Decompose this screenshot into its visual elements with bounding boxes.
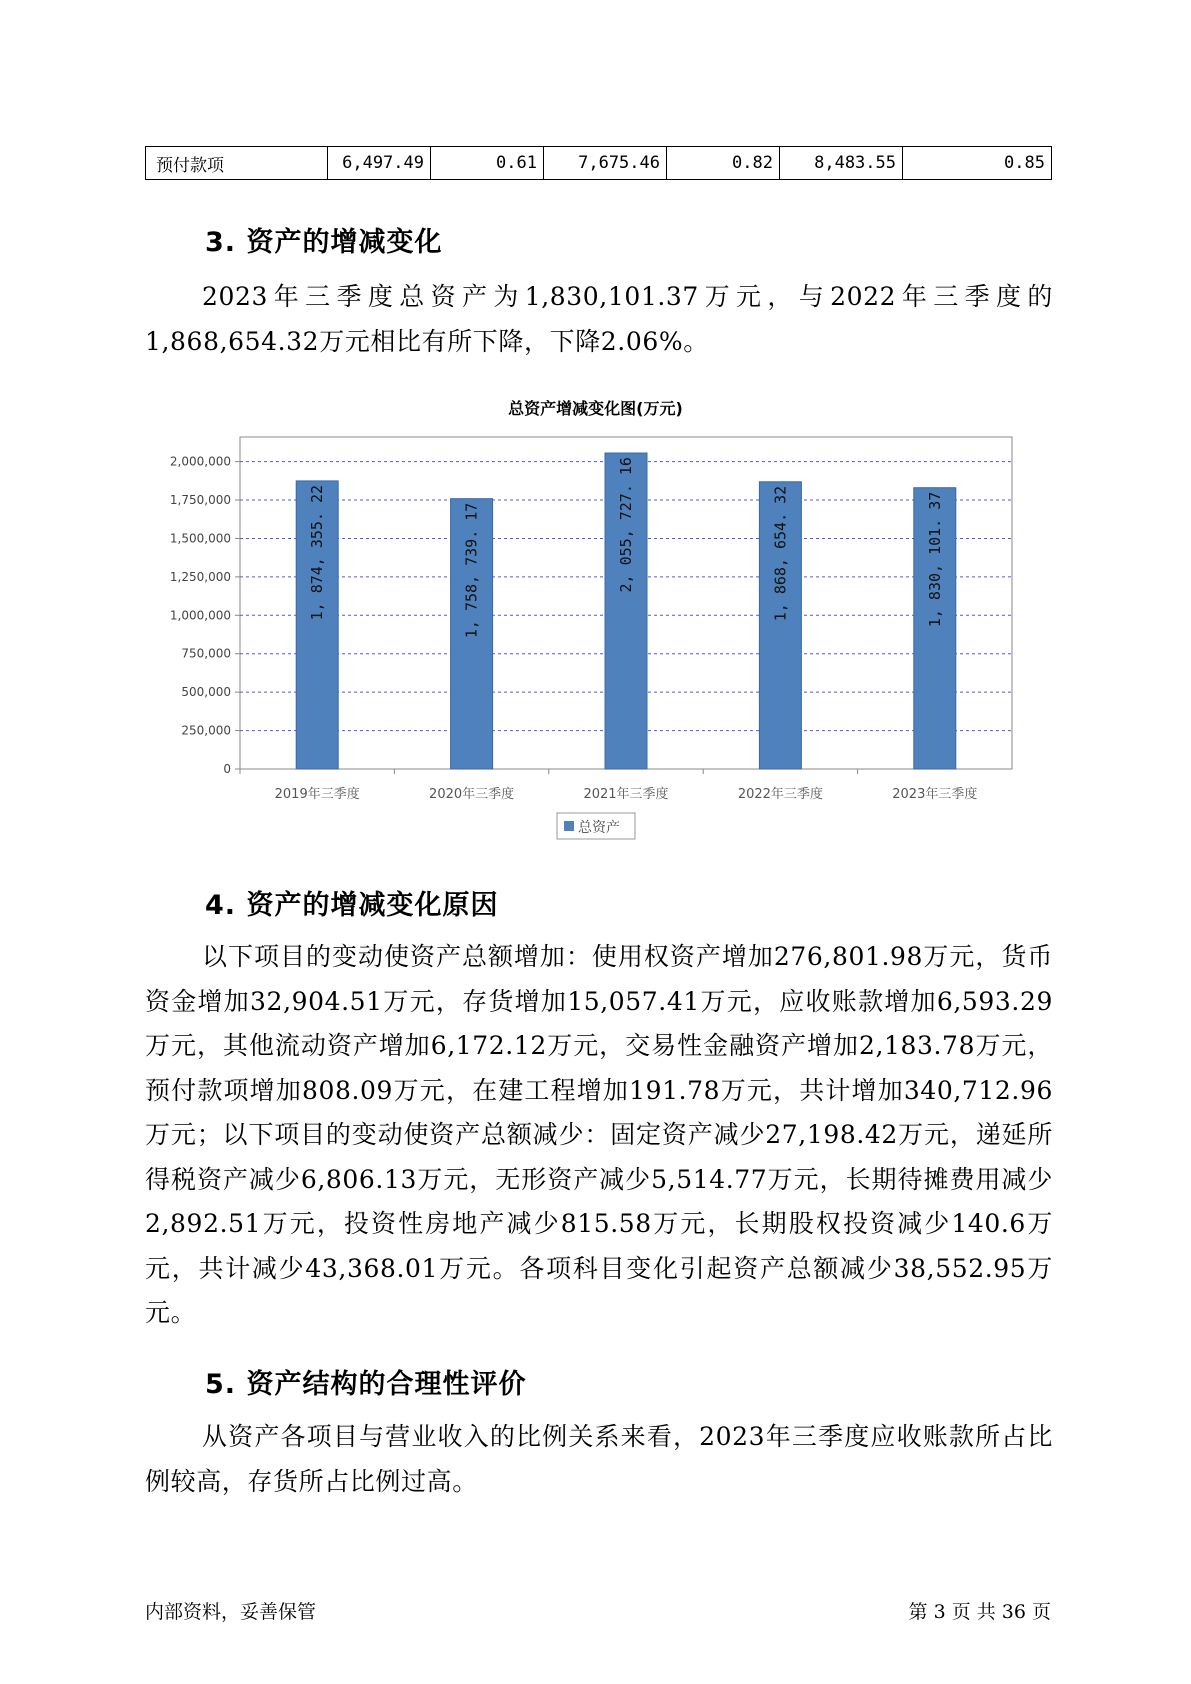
y-tick-label: 1,750,000 [169,493,231,508]
y-tick-label: 1,500,000 [169,531,231,546]
y-tick-label: 1,250,000 [169,569,231,584]
section-paragraph: 以下项目的变动使资产总额增加：使用权资产增加276,801.98万元，货币资金增加32,904.51万元，存货增加15,057.41万元，应收账款增加6,593.29万元，其他流动资产增加6,172.12万元，交易性金融资产增加2,183.78万元，预付款项增加808.09万元，在建工程增加191.78万元，共计增加340,712.96万元；以下项目的变动使资产总额减少：固定资产减少27,198.42万元，递延所得税资产减少6,806.13万元，无形资产减少5,514.77万元，长期待摊费用减少2,892.51万元，投资性房地产减少815.58万元，长期股权投资减少140.6万元，共计减少43,368.01万元。各项科目变化引起资产总额减少38,552.95万元。 [145,942,1053,1327]
data-label: 1, 830, 101. 37 [925,491,944,628]
cell-ratio: 0.61 [431,147,544,180]
y-tick-label: 500,000 [181,685,231,700]
y-tick-label: 0 [223,762,231,776]
section-paragraph: 从资产各项目与营业收入的比例关系来看，2023年三季度应收账款所占比例较高，存货所占比例过高。 [145,1422,1053,1496]
x-tick-label: 2021年三季度 [583,787,669,802]
section-heading: 3. 资产的增减变化 [205,227,443,258]
cell-value: 7,675.46 [544,147,667,180]
y-tick-label: 1,000,000 [169,608,231,623]
data-label: 1, 868, 654. 32 [771,485,790,622]
y-tick-label: 750,000 [181,646,231,661]
cell-ratio: 0.85 [903,147,1052,180]
footer-note: 内部资料，妥善保管 [145,1601,317,1623]
y-tick-label: 2,000,000 [169,454,231,469]
x-tick-label: 2022年三季度 [737,787,823,802]
y-tick-label: 250,000 [181,723,231,738]
x-tick-label: 2019年三季度 [274,787,360,802]
data-label: 2, 055, 727. 16 [617,457,635,593]
section-heading: 4. 资产的增减变化原因 [205,890,499,921]
section-paragraph: 2023年三季度总资产为1,830,101.37万元，与2022年三季度的1,868,654.32万元相比有所下降，下降2.06%。 [145,282,1053,356]
data-label: 1, 874, 355. 22 [308,484,327,621]
section-heading: 5. 资产结构的合理性评价 [205,1369,527,1400]
chart-title: 总资产增减变化图(万元) [508,399,683,418]
x-tick-label: 2023年三季度 [892,787,978,802]
cell-value: 8,483.55 [780,147,903,180]
legend-swatch [564,821,574,831]
x-tick-label: 2020年三季度 [429,787,515,802]
row-name: 预付款项 [146,147,328,180]
cell-value: 6,497.49 [328,147,431,180]
cell-ratio: 0.82 [667,147,780,180]
page-number: 第 3 页 共 36 页 [908,1601,1051,1623]
legend-label: 总资产 [578,820,620,836]
data-label: 1, 758, 739. 17 [462,502,481,639]
